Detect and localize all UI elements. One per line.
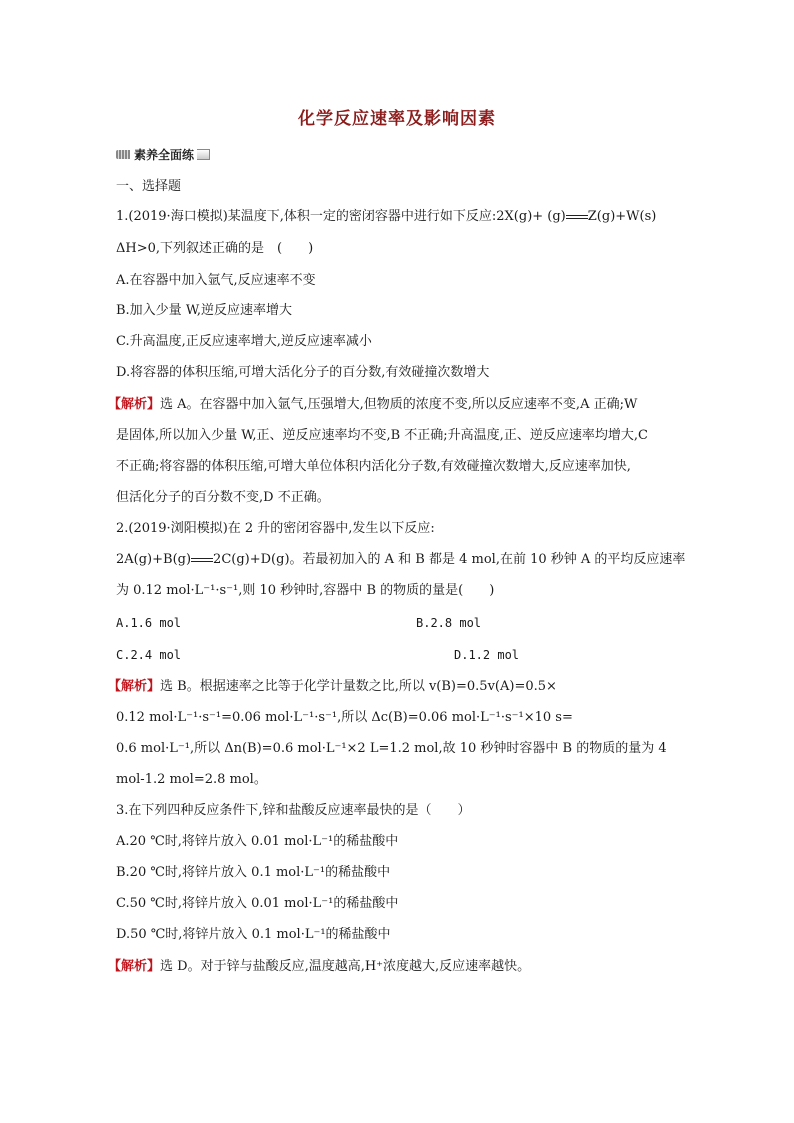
q2-analysis-text1: 选 B。根据速率之比等于化学计量数之比,所以 v(B)=0.5v(A)=0.5×	[160, 679, 557, 694]
q2-option-c: C.2.4 mol	[116, 648, 182, 662]
q2-option-d: D.1.2 mol	[454, 648, 520, 662]
equilibrium-arrow-icon	[191, 556, 213, 564]
q1-stem-text-b: Z(g)+W(s)	[587, 209, 657, 224]
part-heading: 一、选择题	[116, 179, 182, 194]
q1-option-d: D.将容器的体积压缩,可增大活化分子的百分数,有效碰撞次数增大	[116, 365, 490, 380]
q2-stem-line1: 2.(2019·浏阳模拟)在 2 升的密闭容器中,发生以下反应:	[116, 521, 435, 536]
q3-option-c: C.50 ℃时,将锌片放入 0.01 mol·L⁻¹的稀盐酸中	[116, 896, 399, 911]
q2-option-b: B.2.8 mol	[416, 616, 482, 630]
q3-option-a: A.20 ℃时,将锌片放入 0.01 mol·L⁻¹的稀盐酸中	[116, 834, 399, 849]
section-tag	[116, 145, 210, 163]
tag-end-icon	[197, 149, 210, 160]
q1-stem-line1	[116, 208, 696, 226]
q2-stem-text-a: 2A(g)+B(g)	[116, 552, 192, 567]
analysis-label: 【解析】	[108, 959, 161, 974]
q2-options-row2	[116, 646, 696, 664]
q3-analysis-text1: 选 D。对于锌与盐酸反应,温度越高,H⁺浓度越大,反应速率越快。	[160, 959, 531, 974]
q2-analysis-line3: 0.6 mol·L⁻¹,所以 Δn(B)=0.6 mol·L⁻¹×2 L=1.2 mol,故 10 秒钟时容器中 B 的物质的量为 4	[116, 741, 667, 756]
q2-analysis-line2: 0.12 mol·L⁻¹·s⁻¹=0.06 mol·L⁻¹·s⁻¹,所以 Δc(B)=0.06 mol·L⁻¹·s⁻¹×10 s=	[116, 710, 573, 725]
equilibrium-arrow-icon	[566, 213, 588, 221]
q1-stem-text-a: 1.(2019·海口模拟)某温度下,体积一定的密闭容器中进行如下反应:2X(g)+ (g)	[116, 209, 566, 224]
q1-analysis-text1: 选 A。在容器中加入氩气,压强增大,但物质的浓度不变,所以反应速率不变,A 正确;W	[160, 397, 638, 412]
q1-option-c: C.升高温度,正反应速率增大,逆反应速率减小	[116, 334, 372, 349]
q2-stem-line3: 为 0.12 mol·L⁻¹·s⁻¹,则 10 秒钟时,容器中 B 的物质的量是( )	[116, 583, 495, 598]
q1-option-b: B.加入少量 W,逆反应速率增大	[116, 303, 293, 318]
q1-stem-line2: ΔH>0,下列叙述正确的是 ( )	[116, 241, 314, 256]
analysis-label: 【解析】	[108, 397, 161, 412]
q1-analysis-line1	[108, 396, 688, 414]
q1-analysis-line4: 但活化分子的百分数不变,D 不正确。	[116, 490, 330, 505]
q2-options-row1	[116, 614, 696, 632]
q2-option-a: A.1.6 mol	[116, 616, 182, 630]
tag-decoration-icon	[116, 150, 130, 159]
q3-stem: 3.在下列四种反应条件下,锌和盐酸反应速率最快的是（ ）	[116, 803, 471, 818]
q3-analysis-line1	[108, 958, 688, 976]
q1-analysis-line2: 是固体,所以加入少量 W,正、逆反应速率均不变,B 不正确;升高温度,正、逆反应速率均增大,C	[116, 428, 648, 443]
q3-option-b: B.20 ℃时,将锌片放入 0.1 mol·L⁻¹的稀盐酸中	[116, 865, 391, 880]
q2-analysis-line1	[108, 678, 688, 696]
q2-stem-line2	[116, 551, 696, 569]
analysis-label: 【解析】	[108, 679, 161, 694]
page-title: 化学反应速率及影响因素	[298, 109, 496, 129]
q2-analysis-line4: mol-1.2 mol=2.8 mol。	[116, 772, 267, 787]
section-tag-label: 素养全面练	[134, 147, 195, 162]
q1-option-a: A.在容器中加入氩气,反应速率不变	[116, 273, 316, 288]
q1-analysis-line3: 不正确;将容器的体积压缩,可增大单位体积内活化分子数,有效碰撞次数增大,反应速率加快,	[116, 459, 631, 474]
q2-stem-text-b: 2C(g)+D(g)。若最初加入的 A 和 B 都是 4 mol,在前 10 秒钟 A 的平均反应速率	[213, 552, 686, 567]
q3-option-d: D.50 ℃时,将锌片放入 0.1 mol·L⁻¹的稀盐酸中	[116, 927, 391, 942]
